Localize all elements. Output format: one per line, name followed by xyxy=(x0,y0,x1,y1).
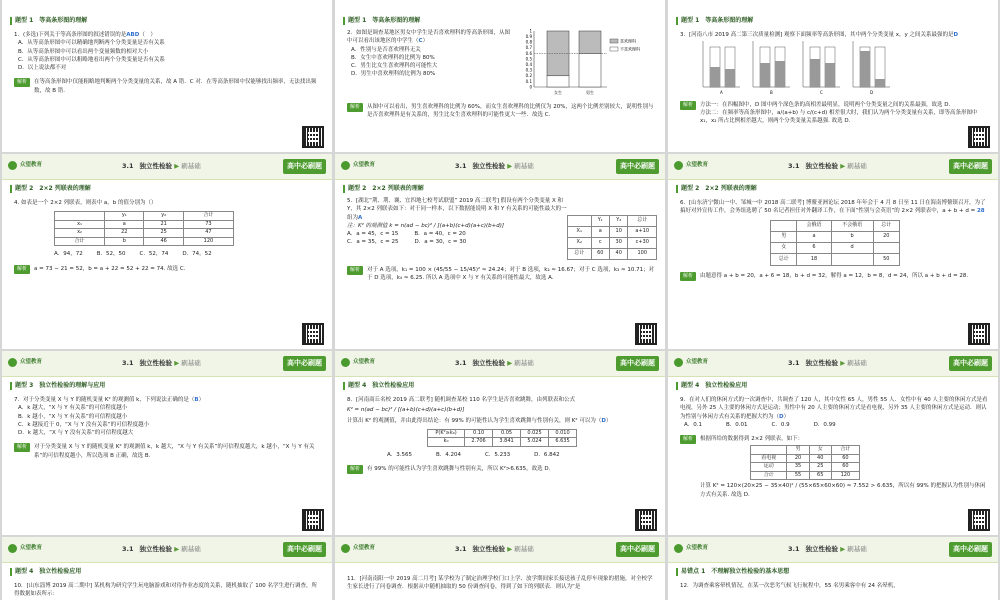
option-d: D．以上说法都不对 xyxy=(18,65,67,71)
logo-icon xyxy=(341,544,350,553)
logo-icon xyxy=(8,161,17,170)
brand-badge: 高中必刷题 xyxy=(949,356,992,371)
y-tick-label: 1 xyxy=(529,28,532,34)
contingency-table: y₁ y₂ 合计 x₁ a 21 73 x₂ 22 25 47 合计 b 46 120 xyxy=(54,211,234,246)
brand-badge: 高中必刷题 xyxy=(616,356,659,371)
topic-title: 题型 1 等高条形图的理解 xyxy=(2,12,332,27)
four-bar-figures xyxy=(698,39,898,97)
brand-badge: 高中必刷题 xyxy=(283,542,326,557)
slide-q10[interactable]: 众望教育 3.1 独立性检验 ▶ 刷基础 高中必刷题 题型 4 独立性检验应用 10．[山东淄博 2019 高二期中] 某机构为研究学生玩电脑游戏和对待作业态度的关系，随机抽取了 100 名学生进行调查，所得数据如表所示： xyxy=(2,537,332,600)
bar-female-like xyxy=(547,76,569,87)
legend-dislike: 不喜欢理科 xyxy=(620,46,640,52)
slide-q9[interactable]: 众望教育 3.1 独立性检验 ▶ 刷基础 高中必刷题 题型 4 独立性检验应用 9．在对人们的休闲方式的一次调查中，共调查了 120 人，其中女性 65 人，男性 55 人．女性中有 40 人主要的休闲方式是看电视，另外 25 人主要的休闲方式是运动；男性中有 20 人主要的休闲方式是看电视，另外 35 人主要的休闲方式是运动．则认为性别与休闲方式有关系的把握大约为（D） A．0.1 B．0.01 C．0.9 D．0.99 解析 根据所给的数据得到 2×2 列联表，如下： 男 女 合计 看电视 20 40 60 运动 35 25 60 合计 55 65 120 计算 K² = 120×(20×25 − 35×40)² / (55×65×60×60) ≈ 7.552 > 6.635，所以有 99% 的把握认为性别与休闲方式有关系. 故选 D. xyxy=(668,351,998,535)
slide-q1[interactable]: 题型 1 等高条形图的理解 1．(多选)下列关于等高条形图的叙述错误的是ABD（ ） A．从等高条形图中可以精确地判断两个分类变量是否有关系 B．从等高条形图中可以看出两个变量频数的相对大小 C．从等高条形图中可以粗略地看出两个分类变量是否有关系 D．以上说法都不对 解析 在等高条形图中仅能粗略地判断两个分类变量的关系，故 A 错．C 对．在等高条形图中仅能够找出频率，无法找出频数，故 B 错. xyxy=(2,0,332,152)
slide-q7[interactable]: 众望教育 3.1 独立性检验 ▶ 刷基础 高中必刷题 题型 3 独立性检验的理解与应用 7．对于分类变量 X 与 Y 的随机变量 K² 的观测值 k，下列说法正确的是（B） A．k 越大，“X 与 Y 有关系”的可信程度越小 B．k 越小，“X 与 Y 有关系”的可信程度越小 C．k 越接近于 0，“X 与 Y 没有关系”的可信程度越小 D．k 越大，“X 与 Y 没有关系”的可信程度越大 解析 对于分类变量 X 与 Y 的随机变量 K² 的观测值 k，k 越大，“X 与 Y 有关系”的可信程度越大，k 越小，“X 与 Y 有关系”的可信程度越小，所以选项 B 正确，故选 B. xyxy=(2,351,332,535)
x-label-female: 女生 xyxy=(554,90,562,95)
y-tick-label: 0.6 xyxy=(525,50,532,56)
option-b: B．从等高条形图中可以看出两个变量频数的相对大小 xyxy=(18,48,149,55)
svg-text:A: A xyxy=(720,90,723,96)
qr-code-icon xyxy=(968,126,990,148)
y-tick-label: 0.3 xyxy=(525,67,532,73)
brand-badge: 高中必刷题 xyxy=(616,542,659,557)
logo-icon xyxy=(341,161,350,170)
y-tick-label: 0.7 xyxy=(525,45,532,51)
x-label-male: 男生 xyxy=(586,90,594,95)
y-tick-label: 0.8 xyxy=(525,39,532,45)
topic-title: 题型 1 等高条形图的理解 xyxy=(335,12,665,27)
slide-q3[interactable]: 题型 1 等高条形图的理解 3．[河南八市 2019 高二第三次质量检测] 观察下面频率等高条形图，其中两个分类变量 x，y 之间关系最强的是D A B C D 解析 方法一：在四幅图中，D 图中两个深色条的高相差最明显，说明两个分类变量之间的关系最强，故选 D. 方法二：在频率等高条形图中，a/(a+b) 与 c/(c+d) 相差很大时，我们认为两个分类变量有关系，即等高条形图中 x₁，x₂ 所占比例相差越大，则两个分类变量关系越强. 故选 D. xyxy=(668,0,998,152)
svg-text:B: B xyxy=(770,90,773,96)
qr-code-icon xyxy=(302,323,324,345)
slide-q4[interactable]: 众望教育 3.1 独立性检验 ▶ 刷基础 高中必刷题 题型 2 2×2 列联表的理解 4. 如表是一个 2×2 列联表，则表中 a，b 的值分别为（） y₁ y₂ 合计 x₁ a 21 73 x₂ 22 25 47 合计 b 46 120 A．94，72 B．52，50 C．52，74 D．74，52 解析 a = 73 − 21 = 52，b = a + 22 = 52 + 22 = 74. 故选 C. xyxy=(2,154,332,349)
option-a: A．从等高条形图中可以精确地判断两个分类变量是否有关系 xyxy=(18,40,165,47)
question-text: 1．(多选)下列关于等高条形图的叙述错误的是 xyxy=(14,32,127,38)
topic-title: 题型 1 等高条形图的理解 xyxy=(668,12,998,27)
slide-q2[interactable]: 题型 1 等高条形图的理解 2．如图是调查某地区男女中学生是否喜欢理科的等高条形图，从图中可以看出该地区的中学生（C） A．性别与是否喜欢理科无关 B．女生中喜欢理科的比例为 80% C．男生比女生喜欢理科的可能性大 D．男生中喜欢理科的比例为 80% 1 0.9 0.8 0.7 0.6 0.5 0.4 0.3 0.2 0.1 0 女生 男生 喜欢理科 不喜欢理科 解析 从图中可以看出，男生喜欢理科的比例为 60%，而女生喜欢理科的比例仅为 20%，这两个比例差别较大，说明性别与是否喜欢理科是有关系的，男生比女生喜欢理科的可能性更大一些．故选 C. xyxy=(335,0,665,152)
qr-code-icon xyxy=(968,323,990,345)
y-tick-label: 0.9 xyxy=(525,34,532,39)
critical-value-table: P(K²≥k₀) 0.10 0.05 0.025 0.010 k₀ 2.706 3.841 5.024 6.635 xyxy=(427,429,577,447)
bar-male-dislike xyxy=(579,31,601,53)
brand-badge: 高中必刷题 xyxy=(949,159,992,174)
logo-icon xyxy=(8,358,17,367)
y-tick-label: 0.5 xyxy=(525,56,532,62)
stacked-bar-chart xyxy=(512,27,652,97)
qr-code-icon xyxy=(635,509,657,531)
logo-icon xyxy=(674,358,683,367)
explanation: 解析 方法一：在四幅图中，D 图中两个深色条的高相差最明显，说明两个分类变量之间的关系最强，故选 D. 方法二：在频率等高条形图中，a/(a+b) 与 c/(c+d) 相差很大时，我们认为两个分类变量有关系，即等高条形图中 x₁，x₂ 所占比例相差越大，则两个分类变量关系越强. 故选 D. xyxy=(668,101,998,126)
svg-text:C: C xyxy=(820,90,823,96)
qr-code-icon xyxy=(635,323,657,345)
answer: ABD xyxy=(126,32,140,38)
explanation: 解析 从图中可以看出，男生喜欢理科的比例为 60%，而女生喜欢理科的比例仅为 20%，这两个比例差别较大，说明性别与是否喜欢理科是有关系的，男生比女生喜欢理科的可能性更大一些．故选 C. xyxy=(335,103,665,120)
svg-text:D: D xyxy=(870,90,874,96)
brand-badge: 高中必刷题 xyxy=(283,356,326,371)
qr-code-icon xyxy=(302,126,324,148)
slide-q6[interactable]: 众望教育 3.1 独立性检验 ▶ 刷基础 高中必刷题 题型 2 2×2 列联表的理解 6．[山东济宁微山一中、邹城一中 2018 高二联考] 博鳌亚洲论坛 2018 年年会于 4 月 8 日至 11 日在海南博鳌镇召开，为了搞好对外宣传工作，会务组选聘了 50 名记者担任对外翻译工作，在下面“性别与会英语”的 2×2 列联表中，a + b + d = 28 会俄语 不会俄语 总计 男 a b 20 女 6 d 总计 18 50 解析 由题意得 a + b = 20，a + 6 = 18，b + d = 32，解得 a = 12，b = 8，d = 24，所以 a + b + d = 28. xyxy=(668,154,998,349)
y-tick-label: 0.4 xyxy=(525,62,532,67)
y-tick-label: 0.2 xyxy=(525,73,532,79)
logo-icon xyxy=(674,161,683,170)
y-tick-label: 0.1 xyxy=(525,78,532,84)
contingency-table: 男 女 合计 看电视 20 40 60 运动 35 25 60 合计 55 65 120 xyxy=(750,445,860,480)
contingency-table: 会俄语 不会俄语 总计 男 a b 20 女 6 d 总计 18 50 xyxy=(770,220,900,266)
explanation: 解析 在等高条形图中仅能粗略地判断两个分类变量的关系，故 A 错．C 对．在等高条形图中仅能够找出频率，无法找出频数，故 B 错. xyxy=(2,78,332,95)
brand-badge: 高中必刷题 xyxy=(616,159,659,174)
slide-q5[interactable]: 众望教育 3.1 独立性检验 ▶ 刷基础 高中必刷题 题型 2 2×2 列联表的理解 5．[湖北“荆、荆、襄、宜四地七校考试联盟” 2019 高二联考] 假设有两个分类变量 X 和 Y，其 2×2 列联表如下：对于同一样本，以下数据能说明 X 和 Y 有关系的可能性最大的一组为A 注：K² 的观测值 k = n(ad − bc)² / [(a+b)(c+d)(a+c)(b+d)] A．a = 45，c = 15 B．a = 40，c = 20 C．a = 35，c = 25 D．a = 30，c = 30 Y₁ Y₂ 总计 X₁ a 10 a+10 X₂ c 30 c+30 总计 60 40 100 解析 对于 A 选项，k₁ = 100 × (45/55 − 15/45)² ≈ 24.24；对于 B 选项，k₂ ≈ 16.67；对于 C 选项，k₃ ≈ 10.71；对于 D 选项，k₄ ≈ 6.25. 所以 A 选项中 X 与 Y 有关系的可能性最大，故选 A. xyxy=(335,154,665,349)
bar-male-like xyxy=(579,53,601,87)
y-tick-label: 0 xyxy=(529,84,532,90)
brand-badge: 高中必刷题 xyxy=(283,159,326,174)
slide-q11[interactable]: 众望教育 3.1 独立性检验 ▶ 刷基础 高中必刷题 11．[河南南阳一中 2019 高二月考] 某学校为了制定治理学校门口上学、放学期间家长接送孩子乱停车现象的措施，对全校学生家长进行了问卷调查．根据从中随机抽取的 50 份调查问卷，得到了如下的列联表．则认为“是 xyxy=(335,537,665,600)
logo-icon xyxy=(341,358,350,367)
logo-icon xyxy=(674,544,683,553)
brand-badge: 高中必刷题 xyxy=(949,542,992,557)
logo-icon xyxy=(8,544,17,553)
slide-q12[interactable]: 众望教育 3.1 独立性检验 ▶ 刷基础 高中必刷题 易错点 1 不理解独立性检验的基本思想 12．为调查乘客晕机情况，在某一次恶劣气候飞行航程中，55 名男乘客中有 24 名晕机， xyxy=(668,537,998,600)
qr-code-icon xyxy=(968,509,990,531)
slide-q8[interactable]: 众望教育 3.1 独立性检验 ▶ 刷基础 高中必刷题 题型 4 独立性检验应用 8．[河南商丘名校 2019 高二联考] 随机调查某校 110 名学生是否喜欢跳舞，由列联表和公式 K² = n(ad − bc)² / [(a+b)(c+d)(a+c)(b+d)] 计算出 K² 的观测值，并由此得出结论：有 99% 的可能性认为学生喜欢跳舞与性别有关，则 K² 可以为（D） P(K²≥k₀) 0.10 0.05 0.025 0.010 k₀ 2.706 3.841 5.024 6.635 A．3.565 B．4.204 C．5.233 D．6.842 解析 有 99% 的可能性认为学生喜欢跳舞与性别有关，所以 K²>6.635，故选 D. xyxy=(335,351,665,535)
option-c: C．从等高条形图中可以粗略地看出两个分类变量是否有关系 xyxy=(18,56,165,63)
qr-code-icon xyxy=(302,509,324,531)
legend-like: 喜欢理科 xyxy=(620,38,636,44)
contingency-table: Y₁ Y₂ 总计 X₁ a 10 a+10 X₂ c 30 c+30 总计 60 40 100 xyxy=(567,215,657,260)
